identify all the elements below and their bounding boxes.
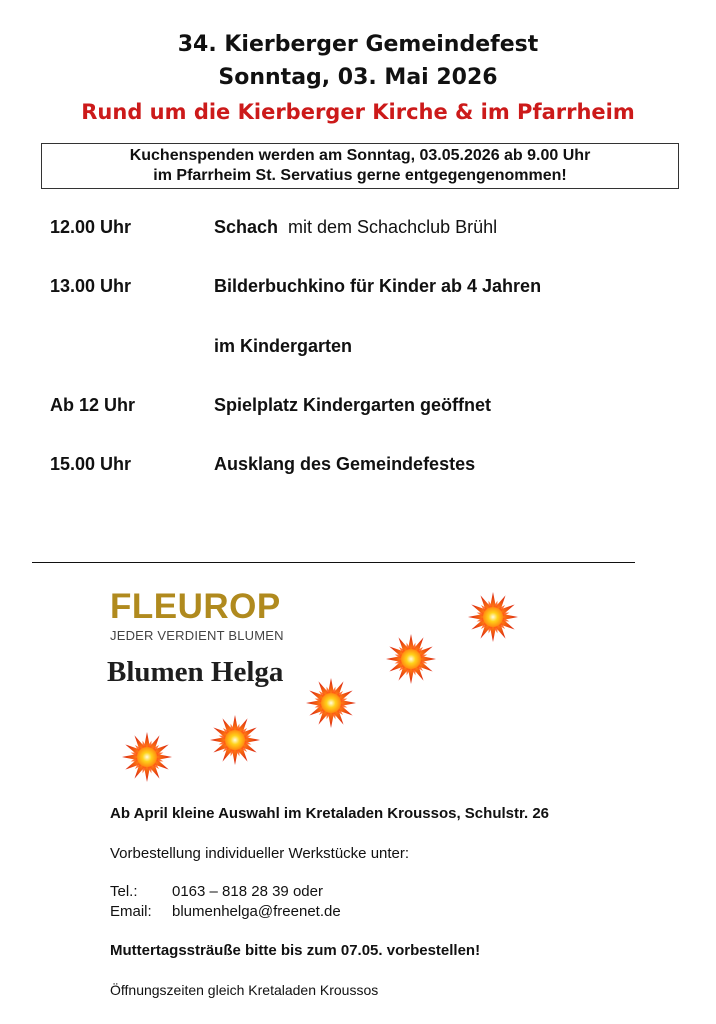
event-location: Rund um die Kierberger Kirche & im Pfarrheim (81, 100, 635, 124)
schedule-time: 12.00 Uhr (50, 217, 132, 237)
sun-flower-icon (210, 715, 260, 765)
schedule-row (0, 391, 716, 419)
phone-number: 0163 – 818 28 39 oder (172, 883, 323, 900)
opening-hours-text: Öffnungszeiten gleich Kretaladen Kroussos (110, 982, 379, 998)
schedule-time: 15.00 Uhr (50, 454, 132, 474)
email-label: Email: (110, 903, 152, 920)
schedule-title: Bilderbuchkino für Kinder ab 4 Jahren (214, 276, 542, 296)
schedule-row (0, 272, 716, 300)
schedule-title (214, 213, 497, 241)
schedule-row (0, 450, 716, 478)
sun-flower-icon (122, 732, 172, 782)
sun-flower-icon (468, 592, 518, 642)
schedule-title-extra: mit dem Schachclub Brühl (278, 217, 498, 237)
schedule-title-main: Schach (214, 217, 279, 237)
shop-name: Blumen Helga (107, 656, 284, 688)
schedule-title: Spielplatz Kindergarten geöffnet (214, 395, 492, 415)
email-address: blumenhelga@freenet.de (172, 903, 341, 920)
schedule-row (0, 332, 716, 360)
preorder-text: Vorbestellung individueller Werkstücke unter: (110, 845, 410, 862)
event-title: 34. Kierberger Gemeindefest (177, 32, 539, 57)
sun-flower-icon (386, 634, 436, 684)
phone-line (110, 882, 323, 902)
schedule-time: 13.00 Uhr (50, 276, 132, 296)
availability-text: Ab April kleine Auswahl im Kretaladen Kroussos, Schulstr. 26 (110, 805, 550, 822)
schedule-row (0, 213, 716, 241)
schedule-time: Ab 12 Uhr (50, 395, 136, 415)
fleurop-logo: FLEUROP (110, 587, 281, 626)
email-line (110, 902, 341, 922)
fleurop-slogan: JEDER VERDIENT BLUMEN (110, 628, 284, 643)
cake-donation-notice (41, 143, 679, 189)
section-divider (32, 562, 635, 563)
phone-label: Tel.: (110, 883, 138, 900)
schedule-title: Ausklang des Gemeindefestes (214, 454, 476, 474)
schedule-title: im Kindergarten (214, 336, 353, 356)
notice-line-1: Kuchenspenden werden am Sonntag, 03.05.2026 ab 9.00 Uhr (129, 147, 591, 164)
mothers-day-notice: Muttertagssträuße bitte bis zum 07.05. vorbestellen! (110, 942, 481, 959)
sun-flower-icon (306, 678, 356, 728)
notice-line-2: im Pfarrheim St. Servatius gerne entgegengenommen! (153, 167, 567, 184)
event-date: Sonntag, 03. Mai 2026 (218, 65, 498, 90)
